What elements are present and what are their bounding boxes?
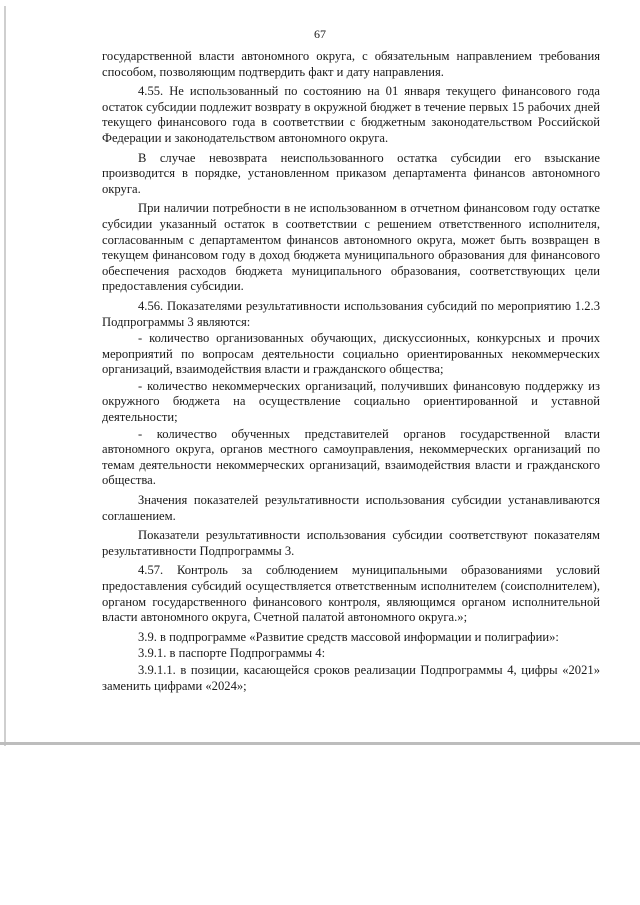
paragraph-3-9-1-1: 3.9.1.1. в позиции, касающейся сроков реализации Подпрограммы 4, цифры «2021» заменить цифрами «2024»; (102, 662, 600, 693)
paragraph-indicator-values: Значения показателей результативности использования субсидии устанавливаются соглашением. (102, 493, 600, 523)
page-number: 67 (314, 27, 326, 41)
document-body (102, 49, 600, 698)
paragraph-3-9-1: 3.9.1. в паспорте Подпрограммы 4: (138, 646, 326, 661)
scan-bottom-edge (0, 742, 640, 745)
indicator-item-organizations: - количество некоммерческих организаций, получивших финансовую поддержку из окружного бюджета на осуществление социально ориентированной и уставной деятельности; (102, 378, 600, 425)
paragraph-4-55: 4.55. Не использованный по состоянию на 01 января текущего финансового года остаток субсидии подлежит возврату в окружной бюджет в течение первых 15 рабочих дней текущего финансового года в соответствии с бюджетным законодательством Российской Федерации и законодательством автономного округа. (102, 84, 600, 145)
paragraph-non-return: В случае невозврата неиспользованного остатка субсидии его взыскание производится в порядке, установленном приказом департамента финансов автономного округа. (102, 150, 600, 196)
scan-left-edge (4, 6, 6, 746)
indicator-item-events: - количество организованных обучающих, дискуссионных, конкурсных и прочих мероприятий по вопросам деятельности социально ориентированных некоммерческих организаций, взаимодействия власти и гражданского общества; (102, 331, 600, 377)
paragraph-remaining-need: При наличии потребности в не использованном в отчетном финансовом году остатке субсидии указанный остаток в соответствии с решением ответственного исполнителя, согласованным с департаментом финансов автономного округа, может быть возвращен в текущем финансовом году в доход бюджета муниципального образования для финансового обеспечения расходов бюджета муниципального образования, соответствующих цели предоставления субсидии. (102, 201, 600, 294)
paragraph-4-57: 4.57. Контроль за соблюдением муниципальными образованиями условий предоставления субсидий осуществляется ответственным исполнителем (соисполнителем), органом государственного финансового контроля, являющимся органом исполнительной власти автономного округа, Счетной палатой автономного округа.»; (102, 563, 600, 625)
paragraph-indicator-correspondence: Показатели результативности использования субсидии соответствуют показателям результативности Подпрограммы 3. (102, 528, 600, 558)
paragraph-continuation: государственной власти автономного округа, с обязательным направлением требования способом, позволяющим подтвердить факт и дату направления. (102, 49, 600, 79)
indicator-item-trained-representatives: - количество обученных представителей органов государственной власти автономного округа, органов местного самоуправления, некоммерческих организаций по темам деятельности некоммерческих организаций, взаимодействия власти и гражданского общества. (102, 426, 600, 488)
paragraph-4-56: 4.56. Показателями результативности использования субсидий по мероприятию 1.2.3 Подпрограммы 3 являются: (102, 298, 600, 329)
paragraph-3-9: 3.9. в подпрограмме «Развитие средств массовой информации и полиграфии»: (138, 629, 559, 644)
